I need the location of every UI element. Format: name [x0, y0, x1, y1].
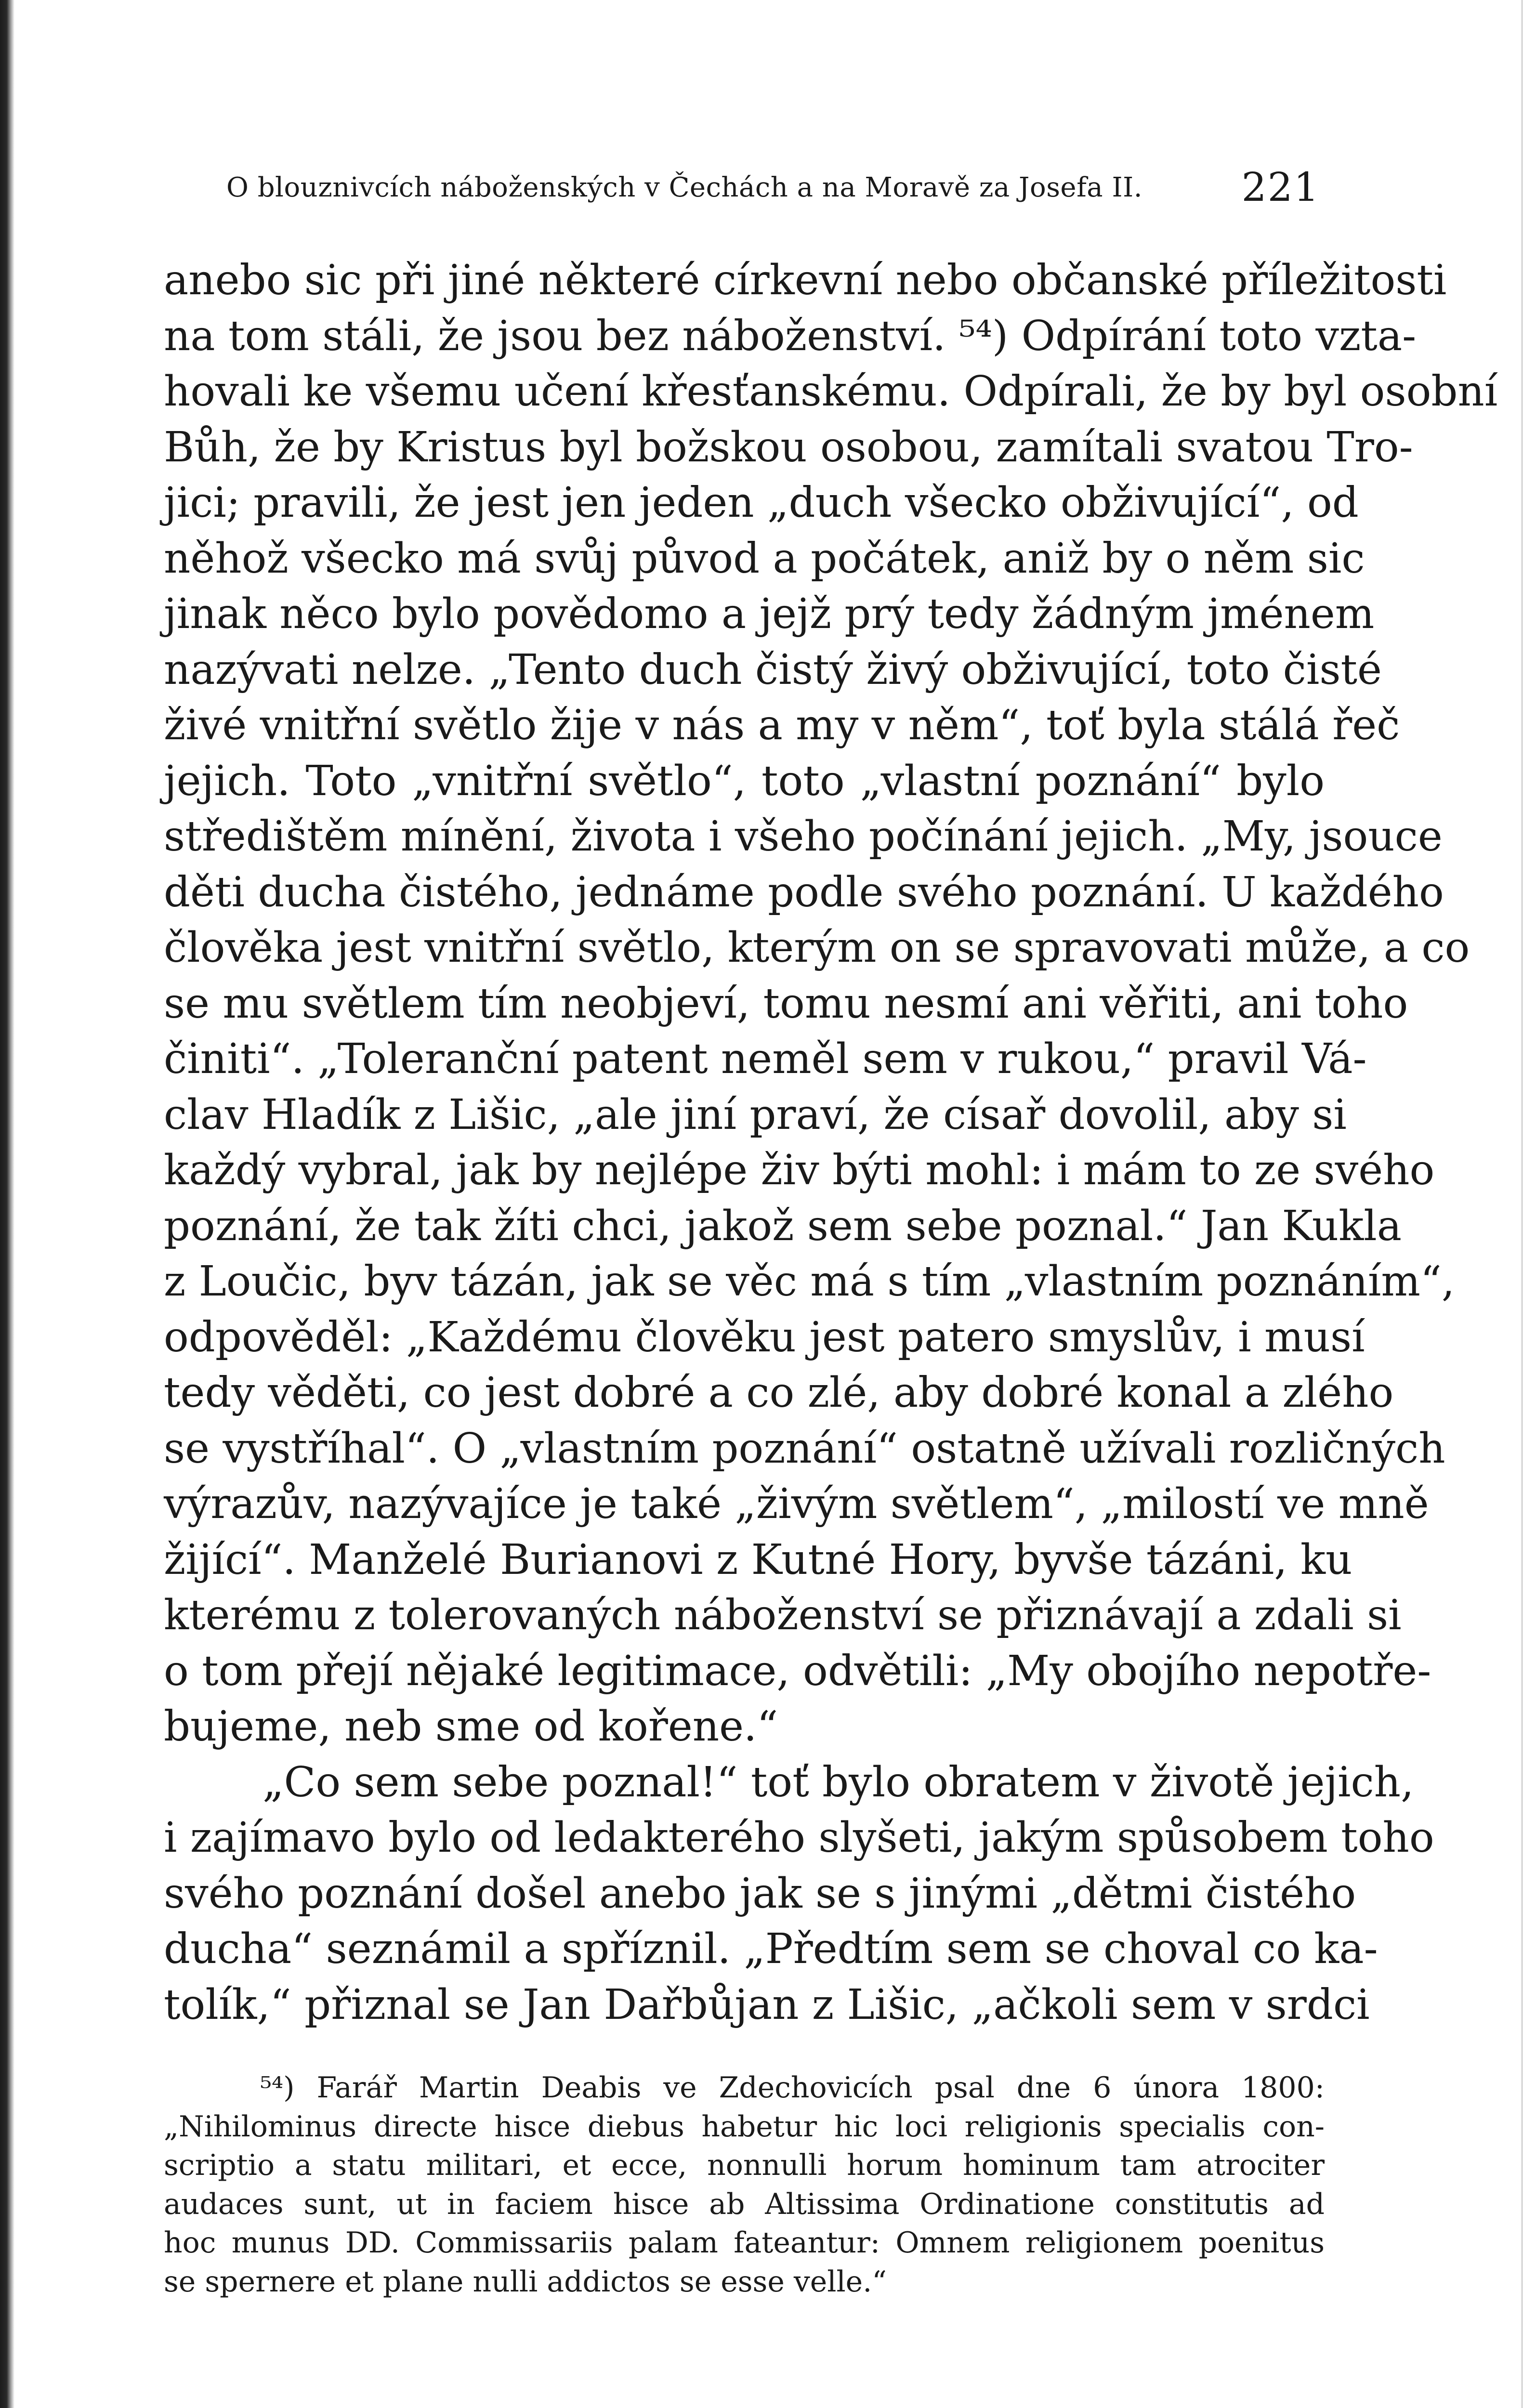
text-line: jejich. Toto „vnitřní světlo“, toto „vlastní poznání“ bylo	[164, 757, 1325, 805]
text-line: z Loučic, byv tázán, jak se věc má s tím „vlastním poznáním“,	[164, 1257, 1455, 1306]
footnote	[164, 2068, 1325, 2301]
text-line: středištěm mínění, života i všeho počínání jejich. „My, jsouce	[164, 812, 1443, 861]
footnote-line: ⁵⁴) Farář Martin Deabis ve Zdechovicích psal dne 6 února 1800:	[260, 2071, 1325, 2105]
text-line: poznání, že tak žíti chci, jakož sem sebe poznal.“ Jan Kukla	[164, 1202, 1402, 1250]
body-text	[164, 253, 1498, 2033]
text-line: jici; pravili, že jest jen jeden „duch všecko obživující“, od	[164, 479, 1359, 527]
text-line: každý vybral, jak by nejlépe živ býti mohl: i mám to ze svého	[164, 1146, 1435, 1194]
running-head-title: O blouznivcích náboženských v Čechách a na Moravě za Josefa II.	[226, 172, 1143, 203]
text-line: něhož všecko má svůj původ a počátek, aniž by o něm sic	[164, 534, 1365, 583]
page-number: 221	[1241, 165, 1320, 210]
text-line: živé vnitřní světlo žije v nás a my v něm“, toť byla stálá řeč	[164, 701, 1400, 749]
paragraph-start-line: „Co sem sebe poznal!“ toť bylo obratem v životě jejich,	[263, 1758, 1414, 1806]
text-line: žijící“. Manželé Burianovi z Kutné Hory, byvše tázáni, ku	[164, 1535, 1352, 1584]
text-line: i zajímavo bylo od ledakterého slyšeti, jakým spůsobem toho	[164, 1814, 1434, 1862]
text-line: děti ducha čistého, jednáme podle svého poznání. U každého	[164, 868, 1444, 916]
running-head	[226, 166, 1320, 209]
text-line: nazývati nelze. „Tento duch čistý živý obživující, toto čisté	[164, 645, 1382, 694]
text-line: na tom stáli, že jsou bez náboženství. ⁵⁴) Odpírání toto vzta-	[164, 312, 1417, 360]
text-line: Bůh, že by Kristus byl božskou osobou, zamítali svatou Tro-	[164, 423, 1413, 471]
paragraph-end-line: bujeme, neb sme od kořene.“	[164, 1702, 778, 1751]
footnote-line: se spernere et plane nulli addictos se esse velle.“	[164, 2264, 887, 2299]
text-line: clav Hladík z Lišic, „ale jiní praví, že císař dovolil, aby si	[164, 1090, 1347, 1139]
text-line: se mu světlem tím neobjeví, tomu nesmí ani věřiti, ani toho	[164, 979, 1408, 1028]
footnote-line: scriptio a statu militari, et ecce, nonnulli horum hominum tam atrociter	[164, 2148, 1325, 2182]
text-line: jinak něco bylo povědomo a jejž prý tedy žádným jménem	[164, 590, 1375, 638]
text-line: kterému z tolerovaných náboženství se přiznávají a zdali si	[164, 1591, 1402, 1639]
text-line: se vystříhal“. O „vlastním poznání“ ostatně užívali rozličných	[164, 1424, 1445, 1473]
text-line: tolík,“ přiznal se Jan Dařbůjan z Lišic, „ačkoli sem v srdci	[164, 1980, 1370, 2029]
text-line: odpověděl: „Každému člověku jest patero smyslův, i musí	[164, 1313, 1365, 1361]
page-edge-shadow	[0, 0, 14, 2408]
text-line: člověka jest vnitřní světlo, kterým on se spravovati může, a co	[164, 924, 1470, 972]
text-line: hovali ke všemu učení křesťanskému. Odpírali, že by byl osobní	[164, 367, 1498, 416]
text-line: ducha“ seznámil a spříznil. „Předtím sem se choval co ka-	[164, 1925, 1378, 1973]
text-line: anebo sic při jiné některé církevní nebo občanské příležitosti	[164, 256, 1447, 304]
footnote-line: audaces sunt, ut in faciem hisce ab Altissima Ordinatione constitutis ad	[164, 2187, 1325, 2221]
footnote-line: „Nihilominus directe hisce diebus habetur hic loci religionis specialis con-	[164, 2109, 1325, 2144]
text-line: činiti“. „Toleranční patent neměl sem v rukou,“ pravil Vá-	[164, 1035, 1367, 1083]
text-line: svého poznání došel anebo jak se s jinými „dětmi čistého	[164, 1869, 1356, 1918]
text-line: výrazův, nazývajíce je také „živým světlem“, „milostí ve mně	[164, 1480, 1429, 1528]
page-right-edge	[1521, 0, 1523, 2408]
text-line: tedy věděti, co jest dobré a co zlé, aby dobré konal a zlého	[164, 1369, 1394, 1417]
text-line: o tom přejí nějaké legitimace, odvětili: „My obojího nepotře-	[164, 1647, 1431, 1695]
footnote-line: hoc munus DD. Commissariis palam fateantur: Omnem religionem poenitus	[164, 2226, 1325, 2260]
